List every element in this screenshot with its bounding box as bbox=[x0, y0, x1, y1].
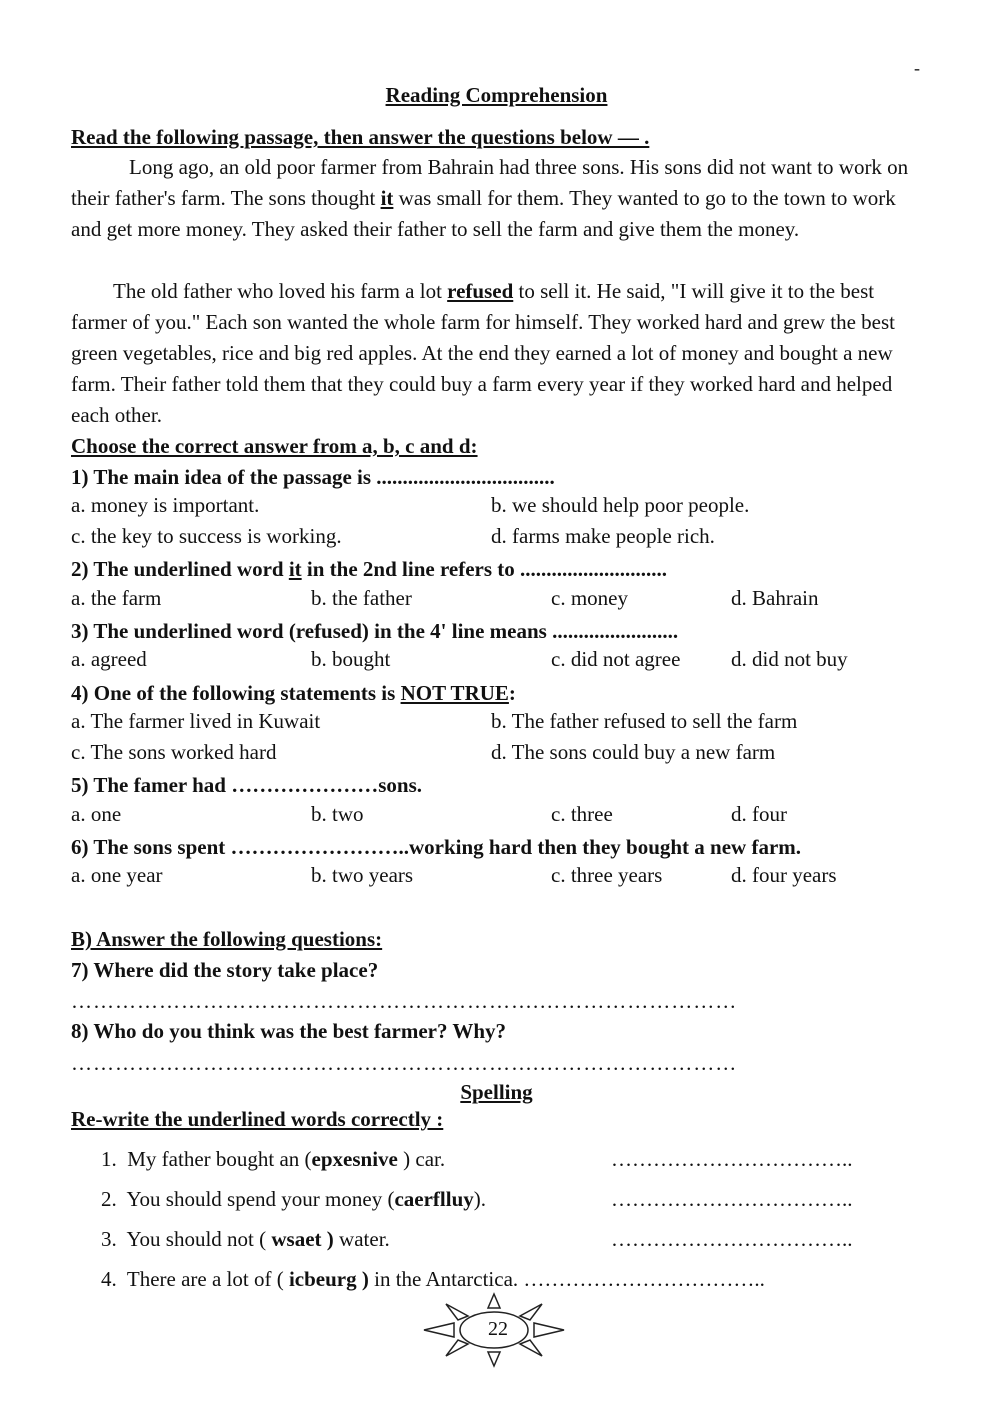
passage-paragraph-1: Long ago, an old poor farmer from Bahrain had three sons. His sons did not want to work on their father's farm. The sons thought it was small for them. They wanted to go to the town to work and get more money. They asked their father to sell the farm and give them the money. bbox=[71, 155, 909, 241]
q2-option-c: c. money bbox=[551, 586, 628, 610]
answer-line-7[interactable]: ……………………………………………………….……………………… bbox=[71, 989, 738, 1013]
q1-option-b: b. we should help poor people. bbox=[491, 493, 750, 517]
q3-option-d: d. did not buy bbox=[731, 647, 848, 671]
passage-instruction: Read the following passage, then answer the questions below — . bbox=[71, 125, 650, 149]
question-2: 2) The underlined word it in the 2nd line refers to ............................ bbox=[71, 557, 668, 581]
q6-option-d: d. four years bbox=[731, 863, 837, 887]
q5-option-d: d. four bbox=[731, 802, 787, 826]
spelling-title: Spelling bbox=[460, 1080, 533, 1104]
spelling-blank-4[interactable]: …………………………….. bbox=[523, 1267, 765, 1291]
q4-option-a: a. The farmer lived in Kuwait bbox=[71, 709, 321, 733]
q1-option-a: a. money is important. bbox=[71, 493, 260, 517]
question-6: 6) The sons spent ……………………..working hard then they bought a new farm. bbox=[71, 835, 802, 859]
question-7: 7) Where did the story take place? bbox=[71, 958, 379, 982]
page-title: Reading Comprehension bbox=[385, 83, 608, 107]
q1-option-c: c. the key to success is working. bbox=[71, 524, 342, 548]
q6-option-a: a. one year bbox=[71, 863, 163, 887]
q6-option-c: c. three years bbox=[551, 863, 663, 887]
underlined-word-refused: refused bbox=[447, 279, 514, 303]
spelling-item-1: 1. My father bought an (epxesnive ) car. bbox=[101, 1147, 446, 1171]
spelling-instruction: Re-write the underlined words correctly : bbox=[71, 1107, 444, 1131]
question-8: 8) Who do you think was the best farmer? Why? bbox=[71, 1019, 507, 1043]
q5-option-c: c. three bbox=[551, 802, 613, 826]
question-3: 3) The underlined word (refused) in the 4' line means ........................ bbox=[71, 619, 679, 643]
question-1: 1) The main idea of the passage is .................................. bbox=[71, 465, 555, 489]
question-5: 5) The famer had …………………sons. bbox=[71, 773, 423, 797]
spelling-blank-1[interactable]: …………………………….. bbox=[611, 1147, 853, 1171]
q3-option-a: a. agreed bbox=[71, 647, 147, 671]
q3-option-b: b. bought bbox=[311, 647, 391, 671]
q3-option-c: c. did not agree bbox=[551, 647, 681, 671]
underlined-word-it: it bbox=[380, 186, 394, 210]
q4-option-b: b. The father refused to sell the farm bbox=[491, 709, 798, 733]
q5-option-b: b. two bbox=[311, 802, 364, 826]
passage-paragraph-2: The old father who loved his farm a lot refused to sell it. He said, "I will give it to the best farmer of you." Each son wanted the whole farm for himself. They worked hard and grew the best green vegetables, rice and big red apples. At the end they earned a lot of money and bought a new farm. Their father told them that they could buy a farm every year if they worked hard and helped each other. bbox=[71, 279, 895, 427]
spelling-blank-2[interactable]: …………………………….. bbox=[611, 1187, 853, 1211]
corner-mark: - bbox=[914, 58, 920, 78]
spelling-item-4: 4. There are a lot of ( icbeurg ) in the Antarctica. …………………………….. bbox=[101, 1267, 765, 1291]
answer-line-8[interactable]: ……………………………………………………….……………………… bbox=[71, 1051, 738, 1075]
spelling-blank-3[interactable]: …………………………….. bbox=[611, 1227, 853, 1251]
q4-option-d: d. The sons could buy a new farm bbox=[491, 740, 776, 764]
mcq-header: Choose the correct answer from a, b, c and d: bbox=[71, 434, 478, 458]
q4-option-c: c. The sons worked hard bbox=[71, 740, 277, 764]
q6-option-b: b. two years bbox=[311, 863, 414, 887]
spelling-item-2: 2. You should spend your money (caerflluy). bbox=[101, 1187, 487, 1211]
q2-option-a: a. the farm bbox=[71, 586, 162, 610]
page-number: 22 bbox=[488, 1318, 508, 1340]
q5-option-a: a. one bbox=[71, 802, 122, 826]
question-4: 4) One of the following statements is NOT TRUE: bbox=[71, 681, 516, 705]
section-b-header: B) Answer the following questions: bbox=[71, 927, 383, 951]
q2-option-b: b. the father bbox=[311, 586, 412, 610]
spelling-item-3: 3. You should not ( wsaet ) water. bbox=[101, 1227, 390, 1251]
q1-option-d: d. farms make people rich. bbox=[491, 524, 715, 548]
q2-option-d: d. Bahrain bbox=[731, 586, 819, 610]
